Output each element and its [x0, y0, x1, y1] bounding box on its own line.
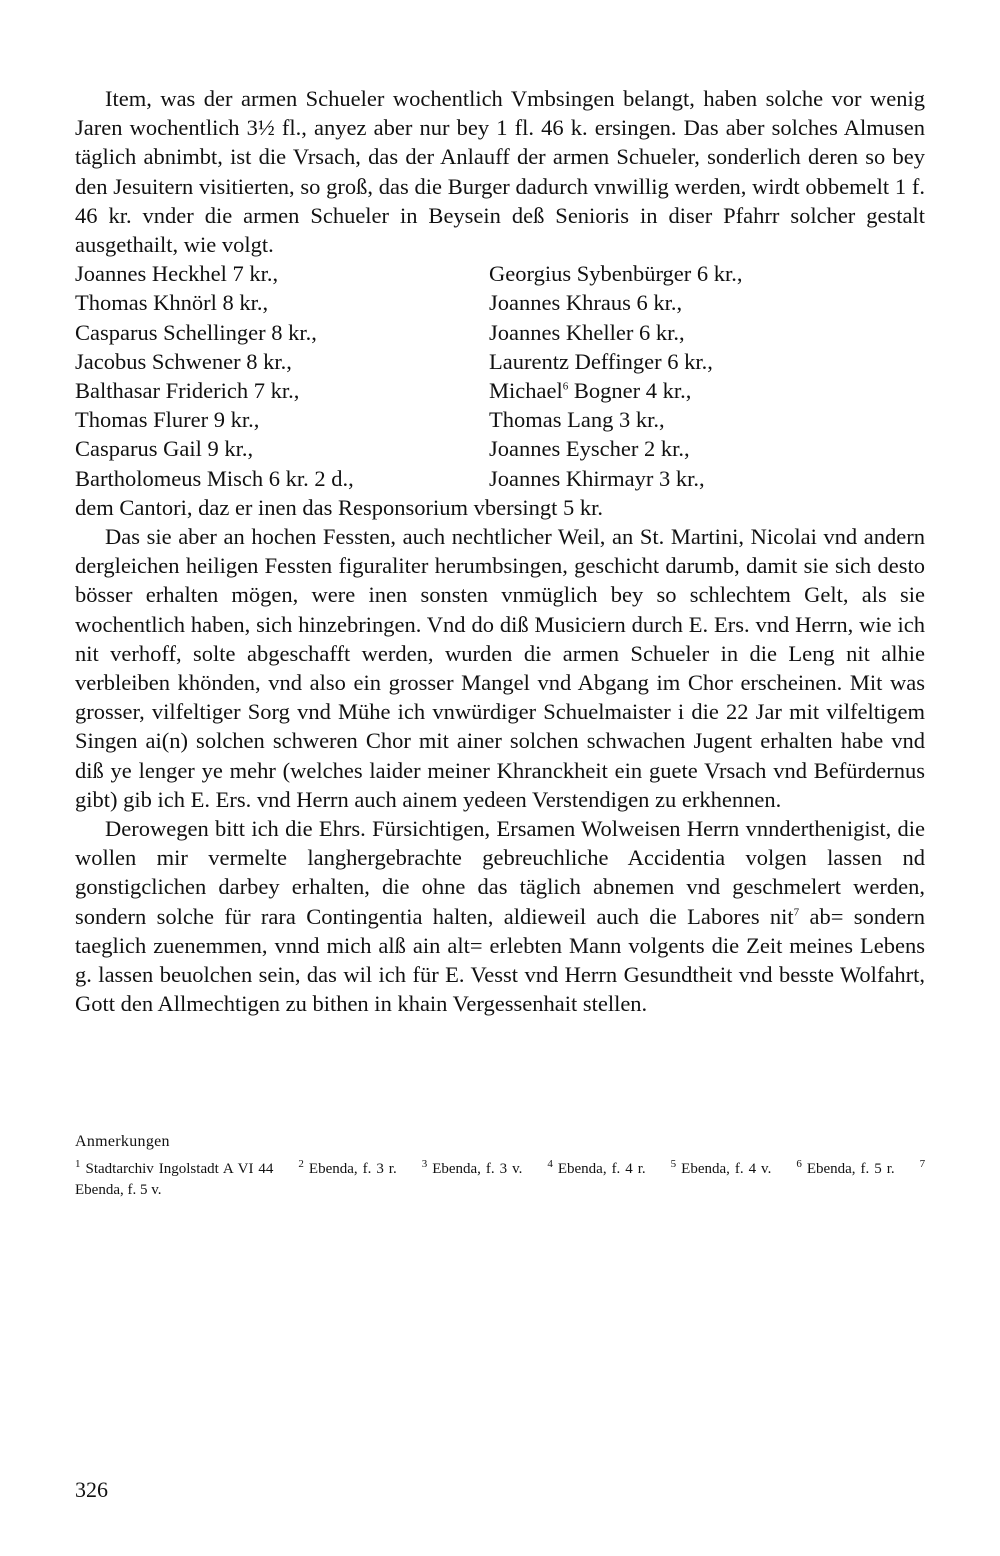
name-entry: Joannes Eyscher 2 kr., — [489, 436, 690, 462]
footnote-ref: 6 — [562, 380, 569, 393]
footnote: $^7$ Ebenda, f. 5 v. — [75, 1158, 926, 1198]
paragraph-intro: Item, was der armen Schueler wochentlich Vmbsingen belangt, haben solche vor wenig Jaren wochentlich 3½ fl., anyez aber nur bey 1 fl. 46 k. ersingen. Das aber solches Almusen täglich abnimbt, ist die Vrsach, das der Anlauff der armen Schueler, sonderlich deren so bey den Jesuitern visitierten, so groß, das die Burger dadurch vnwillig werden, wirdt obbemelt 1 f. 46 kr. vnder die armen Schueler in Beysein deß Senioris in diser Pfahrr solcher gestalt ausgethailt, wie volgt. — [75, 86, 925, 258]
footnotes — [75, 1131, 925, 1201]
name-entry: Bartholomeus Misch 6 kr. 2 d., — [75, 465, 354, 491]
name-entry: Joannes Khraus 6 kr., — [489, 290, 683, 316]
name-entry: Laurentz Deffinger 6 kr., — [489, 348, 713, 374]
footnote: $^5$ Ebenda, f. 4 v. — [670, 1158, 772, 1177]
name-entry: Thomas Lang 3 kr., — [489, 407, 665, 433]
paragraph-petition — [75, 814, 925, 1018]
footnotes-list — [75, 1159, 925, 1201]
name-entry: Jacobus Schwener 8 kr., — [75, 348, 292, 374]
name-entry: Casparus Schellinger 8 kr., — [75, 319, 317, 345]
name-text: Bogner 4 kr., — [568, 378, 692, 404]
footnote: $^3$ Ebenda, f. 3 v. — [421, 1158, 523, 1177]
name-entry-michael — [489, 376, 925, 405]
name-entry: Balthasar Friderich 7 kr., — [75, 378, 300, 404]
name-entry: Joannes Khirmayr 3 kr., — [489, 465, 705, 491]
name-entry: Thomas Khnörl 8 kr., — [75, 290, 269, 316]
name-entry: Joannes Kheller 6 kr., — [489, 319, 685, 345]
cantor-line: dem Cantori, daz er inen das Responsorium vbersingt 5 kr. — [75, 494, 604, 520]
name-entry: Thomas Flurer 9 kr., — [75, 407, 260, 433]
footnote: $^4$ Ebenda, f. 4 r. — [547, 1158, 646, 1177]
name-text: Michael — [489, 378, 563, 404]
paragraph-festivals: Das sie aber an hochen Fessten, auch nechtlicher Weil, an St. Martini, Nicolai vnd andern dergleichen heiligen Fessten figuraliter herumbsingen, geschicht darumb, damit sie sich desto bösser erhalten mögen, were inen sonsten vnmüglich bey so schlechtem Gelt, als sie wochentlich haben, sich hinzebringen. Vnd do diß Musiciern durch E. Ers. vnd Herrn, wie ich nit verhoff, solte abgeschafft werden, wurden die armen Schueler in die Leng nit alhie verbleiben khönden, vnd also ein grosser Mangel vnd Abgang im Chor erscheinen. Mit was grosser, vilfeltiger Sorg vnd Mühe ich vnwürdiger Schuelmaister i die 22 Jar mit vilfeltigem Singen ai(n) solchen schweren Chor mit ainer solchen schwachen Jugent erhalten habe vnd diß ye lenger ye mehr (welches laider meiner Khranckheit ein guete Vrsach vnd Befürdernus gibt) gib ich E. Ers. vnd Herrn auch ainem yedeen Verstendigen zu erkhennen. — [75, 524, 925, 812]
footnotes-heading: Anmerkungen — [75, 1133, 170, 1150]
page-number: 326 — [75, 1477, 108, 1502]
name-entry: Georgius Sybenbürger 6 kr., — [489, 261, 743, 287]
footnote: $^2$ Ebenda, f. 3 r. — [298, 1158, 397, 1177]
footnote-ref: 7 — [793, 906, 800, 919]
footnote: $^1$ Stadtarchiv Ingolstadt A VI 44 — [75, 1158, 274, 1177]
paragraph-text: Derowegen bitt ich die Ehrs. Fürsichtigen, Ersamen Wolweisen Herrn vnnderthenigist, die wollen mir vermelte langhergebrachte gebreuchliche Accidentia volgen lassen nd gonstigclichen darbey erhalten, die ohne das täglich abnemen vnd geschmelert werden, sondern solche für rara Contingentia halten, aldieweil auch die Labores nit — [75, 816, 925, 929]
names-list — [75, 259, 925, 493]
name-entry: Joannes Heckhel 7 kr., — [75, 261, 279, 287]
footnote: $^6$ Ebenda, f. 5 r. — [796, 1158, 895, 1177]
paragraph-text: ab= sondern taeglich zuenemmen, vnnd mich alß ain alt= erlebten Mann volgents die Zeit meines Lebens g. lassen beuolchen sein, das wil ich für E. Vesst vnd Herrn Gesundtheit vnd besste Wolfahrt, Gott den Allmechtigen zu bithen in khain Vergessenhait stellen. — [75, 903, 925, 1017]
name-entry: Casparus Gail 9 kr., — [75, 436, 254, 462]
page-body — [75, 84, 925, 1019]
